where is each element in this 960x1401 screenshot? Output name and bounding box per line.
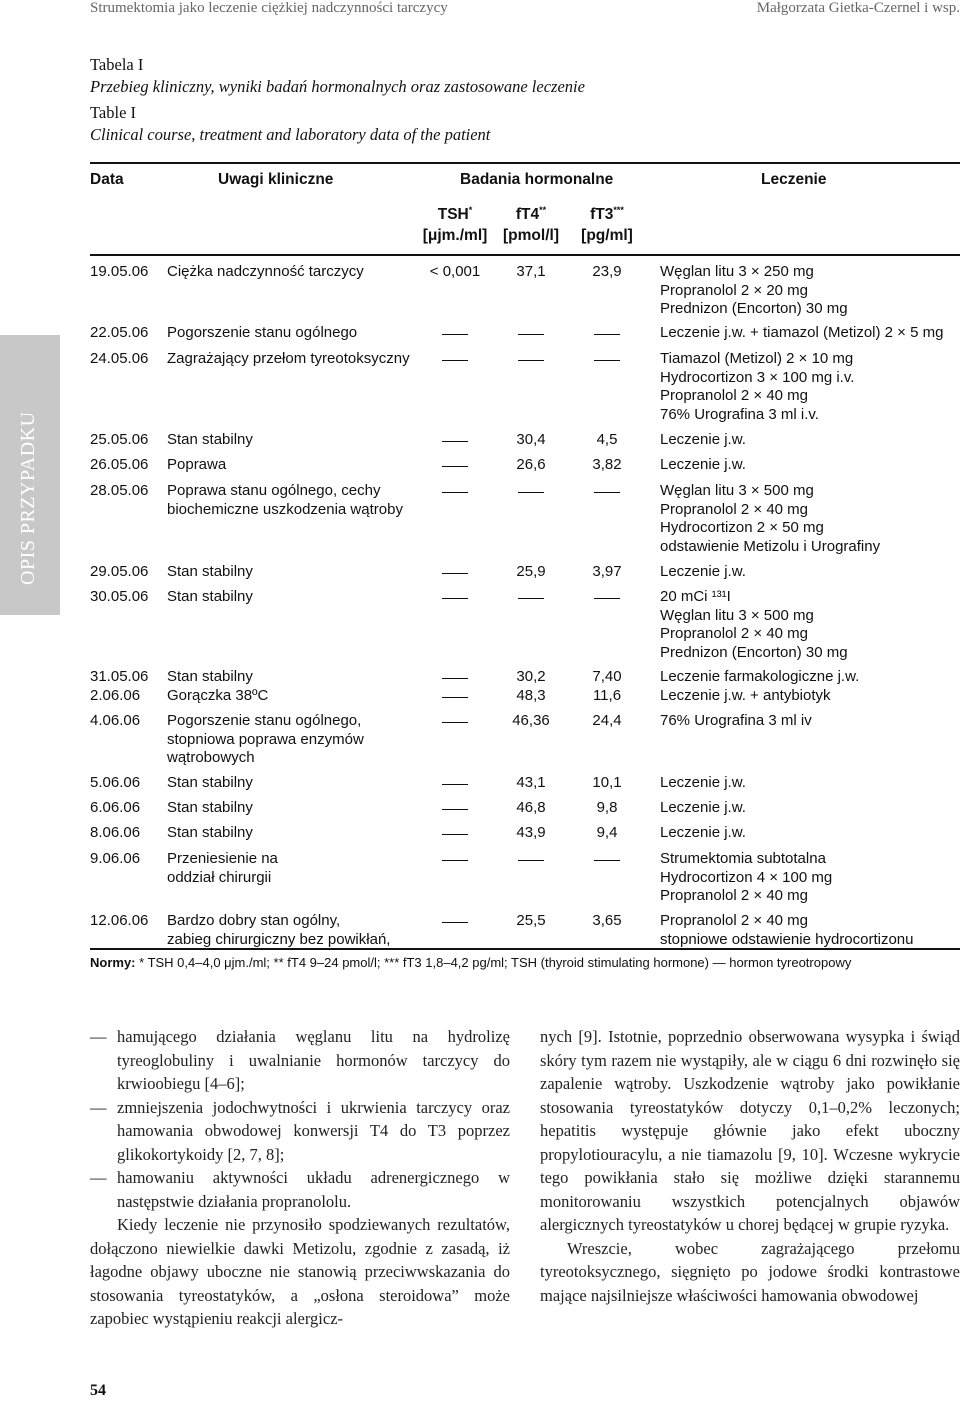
cell-remarks: Przeniesienie na	[167, 850, 278, 867]
cell-date: 12.06.06	[90, 912, 149, 929]
header-ft4-unit: [pmol/l]	[503, 227, 559, 244]
cell-date: 6.06.06	[90, 799, 141, 816]
cell-date: 30.05.06	[90, 588, 149, 605]
cell-tsh-empty-dash	[442, 922, 468, 923]
cell-ft3-empty-dash	[594, 598, 620, 599]
header-tsh-unit: [μjm./ml]	[422, 227, 488, 244]
table-top-rule	[90, 162, 960, 164]
cell-ft3: 9,4	[596, 824, 618, 841]
cell-treatment: 76% Urografina 3 ml iv	[660, 712, 812, 729]
cell-ft3: 9,8	[596, 799, 618, 816]
cell-ft4-empty-dash	[518, 334, 544, 335]
cell-remarks: Bardzo dobry stan ogólny,	[167, 912, 341, 929]
cell-ft3: 4,5	[596, 431, 618, 448]
cell-ft3: 10,1	[592, 774, 622, 791]
cell-ft4: 30,4	[516, 431, 546, 448]
cell-treatment: Węglan litu 3 × 500 mg	[660, 482, 814, 499]
cell-treatment: Leczenie j.w.	[660, 563, 746, 580]
cell-ft4-empty-dash	[518, 598, 544, 599]
header-ft3: fT3***	[590, 205, 624, 224]
cell-remarks: Stan stabilny	[167, 774, 253, 791]
cell-ft3: 24,4	[592, 712, 622, 729]
paragraph: Kiedy leczenie nie przynosiło spodziewanych rezultatów, dołączono niewielkie dawki Metizolu, zgodnie z zasadą, iż łagodne objawy uboczne nie stanowią przeciwwskazania do stosowania tyreostatyków, a „osłona steroidowa” może zapobiec wystąpieniu reakcji alergicz-	[90, 1215, 510, 1328]
cell-treatment: Węglan litu 3 × 250 mg	[660, 263, 814, 280]
caption-label-en: Table I	[90, 103, 137, 122]
cell-treatment: Hydrocortizon 4 × 100 mg	[660, 868, 833, 886]
cell-remarks: Stan stabilny	[167, 588, 253, 605]
cell-remarks: Pogorszenie stanu ogólnego	[167, 324, 358, 341]
cell-treatment: Prednizon (Encorton) 30 mg	[660, 643, 848, 661]
cell-tsh-empty-dash	[442, 809, 468, 810]
cell-ft4-empty-dash	[518, 492, 544, 493]
cell-treatment: Leczenie j.w.	[660, 799, 746, 816]
header-ft3-unit: [pg/ml]	[581, 227, 633, 244]
cell-treatment: Leczenie j.w.	[660, 431, 746, 448]
cell-remarks: wątrobowych	[167, 749, 255, 766]
header-remarks: Uwagi kliniczne	[218, 171, 334, 188]
body-column-left	[90, 1025, 510, 1331]
cell-date: 28.05.06	[90, 482, 149, 499]
cell-treatment: Propranolol 2 × 40 mg	[660, 387, 809, 404]
cell-tsh-empty-dash	[442, 784, 468, 785]
cell-ft3: 3,97	[592, 563, 622, 580]
cell-date: 29.05.06	[90, 563, 149, 580]
header-hormonal: Badania hormonalne	[460, 171, 614, 188]
cell-ft4: 25,9	[516, 563, 546, 580]
cell-date: 22.05.06	[90, 324, 149, 341]
cell-ft3: 11,6	[592, 687, 622, 704]
cell-date: 5.06.06	[90, 774, 141, 791]
list-item: — zmniejszenia jodochwytności i ukrwienia tarczycy oraz hamowania obwodowej konwersji T4 do T3 poprzez glikokortykoidy [2, 7, 8];	[90, 1097, 510, 1164]
cell-remarks: Stan stabilny	[167, 563, 253, 580]
paragraph: nych [9]. Istotnie, poprzednio obserwowana wysypka i świąd skóry tym razem nie wystąpiły, ale w ciągu 6 dni rozwinęło się zapalenie wątroby. Uszkodzenie wątroby jako powikłanie stosowania tyreostatyków dotyczy 0,1–0,2% leczonych; hepatitis występuje głównie jako efekt uboczny propylotiouracylu, a nie tiamazolu [9, 10]. Wczesne wykrycie tego powikłania stało się możliwe dzięki starannemu monitorowaniu wszystkich potencjalnych objawów alergicznych tyreostatyków u chorej będącej w grupie ryzyka.	[540, 1027, 960, 1234]
cell-ft3: 3,65	[592, 912, 622, 929]
cell-remarks: Stan stabilny	[167, 824, 253, 841]
cell-ft3-empty-dash	[594, 334, 620, 335]
header-date: Data	[90, 171, 124, 188]
cell-treatment: odstawienie Metizolu i Urografiny	[660, 537, 881, 555]
cell-treatment: Tiamazol (Metizol) 2 × 10 mg	[660, 350, 854, 367]
cell-tsh-empty-dash	[442, 573, 468, 574]
running-header-authors: Małgorzata Gietka-Czernel i wsp.	[756, 0, 960, 16]
cell-treatment: Leczenie farmakologiczne j.w.	[660, 668, 860, 685]
cell-remarks: Poprawa	[167, 456, 227, 473]
cell-remarks: Stan stabilny	[167, 799, 253, 816]
cell-treatment: Propranolol 2 × 40 mg	[660, 912, 809, 929]
cell-ft4: 43,9	[516, 824, 546, 841]
cell-date: 26.05.06	[90, 456, 149, 473]
cell-remarks: Stan stabilny	[167, 431, 253, 448]
cell-treatment: Propranolol 2 × 40 mg	[660, 887, 809, 904]
table-bottom-rule	[90, 948, 960, 950]
cell-ft4: 48,3	[516, 687, 546, 704]
cell-treatment: Propranolol 2 × 40 mg	[660, 625, 809, 642]
table-header-rule	[90, 254, 960, 256]
cell-ft3: 7,40	[592, 668, 622, 685]
cell-date: 9.06.06	[90, 850, 141, 867]
cell-date: 2.06.06	[90, 687, 141, 704]
cell-treatment: Leczenie j.w.	[660, 774, 746, 791]
cell-tsh-empty-dash	[442, 678, 468, 679]
cell-ft3: 23,9	[592, 263, 622, 280]
cell-treatment: Hydrocortizon 2 × 50 mg	[660, 519, 824, 536]
cell-treatment: Strumektomia subtotalna	[660, 850, 826, 867]
cell-tsh-empty-dash	[442, 860, 468, 861]
list-item: — hamującego działania węglanu litu na hydrolizę tyreoglobuliny i uwalnianie hormonów tarczycy do krwioobiegu [4–6];	[90, 1027, 510, 1093]
cell-ft4-empty-dash	[518, 360, 544, 361]
cell-tsh-empty-dash	[442, 598, 468, 599]
cell-tsh-empty-dash	[442, 834, 468, 835]
cell-treatment: Leczenie j.w. + antybiotyk	[660, 687, 831, 704]
cell-date: 24.05.06	[90, 350, 149, 367]
table-caption	[90, 54, 585, 146]
cell-treatment: Propranolol 2 × 20 mg	[660, 281, 809, 299]
cell-ft4: 30,2	[516, 668, 546, 685]
section-side-tab-label: OPIS PRZYPADKU	[17, 411, 39, 585]
cell-tsh-empty-dash	[442, 466, 468, 467]
header-ft4: fT4**	[515, 205, 547, 224]
cell-remarks: Pogorszenie stanu ogólnego,	[167, 712, 362, 729]
cell-treatment: Leczenie j.w.	[660, 456, 746, 473]
cell-treatment: Leczenie j.w.	[660, 824, 746, 841]
cell-tsh-empty-dash	[442, 441, 468, 442]
cell-ft4: 43,1	[516, 774, 546, 791]
cell-remarks: Stan stabilny	[167, 668, 253, 685]
cell-date: 4.06.06	[90, 712, 141, 729]
caption-title-en: Clinical course, treatment and laboratory data of the patient	[90, 125, 491, 144]
cell-remarks: Zagrażający przełom tyreotoksyczny	[167, 350, 410, 367]
cell-treatment: Propranolol 2 × 40 mg	[660, 500, 809, 518]
list-item: — hamowaniu aktywności układu adrenergicznego w następstwie działania propranololu.	[90, 1168, 510, 1211]
cell-tsh-empty-dash	[442, 722, 468, 723]
cell-date: 31.05.06	[90, 668, 149, 685]
caption-label-pl: Tabela I	[90, 55, 144, 74]
cell-tsh-empty-dash	[442, 492, 468, 493]
cell-treatment: Prednizon (Encorton) 30 mg	[660, 300, 848, 317]
cell-ft3-empty-dash	[594, 492, 620, 493]
table-footnote: Normy: * TSH 0,4–4,0 μjm./ml; ** fT4 9–24 pmol/l; *** fT3 1,8–4,2 pg/ml; TSH (thyroid stimulating hormone) — hormon tyreotropowy	[90, 955, 852, 970]
body-column-right	[540, 1025, 960, 1307]
cell-ft4: 46,36	[512, 712, 550, 729]
cell-treatment: Węglan litu 3 × 500 mg	[660, 606, 814, 624]
header-tsh: TSH*	[437, 205, 473, 224]
cell-treatment: Hydrocortizon 3 × 100 mg i.v.	[660, 368, 855, 386]
cell-treatment: 76% Urografina 3 ml i.v.	[660, 405, 819, 423]
cell-ft4: 37,1	[516, 263, 546, 280]
header-treatment: Leczenie	[761, 171, 827, 188]
cell-tsh-empty-dash	[442, 360, 468, 361]
cell-remarks: biochemiczne uszkodzenia wątroby	[167, 500, 403, 518]
cell-tsh: < 0,001	[429, 263, 481, 280]
cell-date: 8.06.06	[90, 824, 141, 841]
cell-ft4: 46,8	[516, 799, 546, 816]
running-header-title: Strumektomia jako leczenie ciężkiej nadczynności tarczycy	[90, 0, 448, 16]
cell-ft3-empty-dash	[594, 860, 620, 861]
cell-remarks: Ciężka nadczynność tarczycy	[167, 263, 364, 280]
cell-treatment: Leczenie j.w. + tiamazol (Metizol) 2 × 5 mg	[660, 324, 944, 341]
cell-remarks: Gorączka 38ºC	[167, 687, 269, 704]
cell-remarks: Poprawa stanu ogólnego, cechy	[167, 482, 381, 499]
page-number: 54	[90, 1382, 106, 1399]
cell-date: 19.05.06	[90, 263, 149, 280]
cell-ft3: 3,82	[592, 456, 622, 473]
cell-remarks: stopniowa poprawa enzymów	[167, 730, 364, 748]
cell-ft4: 26,6	[516, 456, 546, 473]
caption-title-pl: Przebieg kliniczny, wyniki badań hormonalnych oraz zastosowane leczenie	[90, 77, 585, 96]
cell-remarks: zabieg chirurgiczny bez powikłań,	[167, 930, 391, 948]
cell-tsh-empty-dash	[442, 334, 468, 335]
paragraph: Wreszcie, wobec zagrażającego przełomu tyreotoksycznego, sięgnięto po jodowe środki kontrastowe mające najsilniejsze właściwości hamowania obwodowej	[540, 1238, 960, 1305]
cell-ft4: 25,5	[516, 912, 546, 929]
cell-ft4-empty-dash	[518, 860, 544, 861]
cell-remarks: oddział chirurgii	[167, 868, 272, 886]
cell-treatment: 20 mCi ¹³¹I	[660, 588, 731, 605]
cell-tsh-empty-dash	[442, 697, 468, 698]
cell-date: 25.05.06	[90, 431, 149, 448]
cell-treatment: stopniowe odstawienie hydrocortizonu	[660, 930, 914, 948]
cell-ft3-empty-dash	[594, 360, 620, 361]
